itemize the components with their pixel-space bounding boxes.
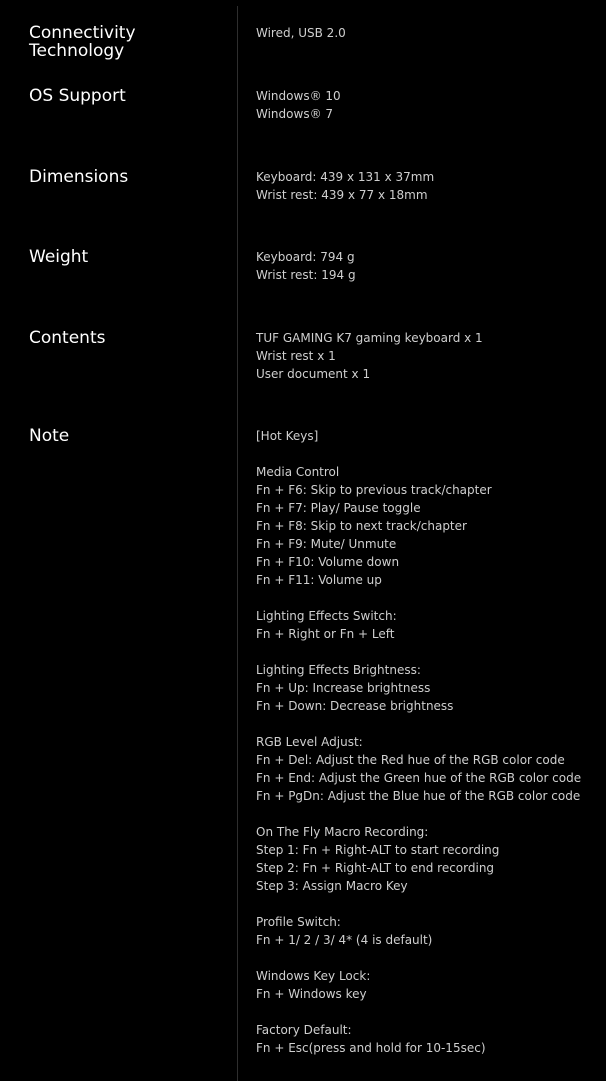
- value-line: Keyboard: 439 x 131 x 37mm: [256, 170, 435, 184]
- spec-label: [29, 169, 229, 187]
- label-line: Technology: [29, 41, 125, 61]
- value-line: Fn + F7: Play/ Pause toggle: [256, 501, 421, 515]
- value-line: Media Control: [256, 465, 340, 479]
- value-line: Fn + Up: Increase brightness: [256, 681, 431, 695]
- label-line: Weight: [29, 247, 89, 267]
- value-line: Fn + Windows key: [256, 987, 367, 1001]
- value-line: Lighting Effects Switch:: [256, 609, 397, 623]
- spec-value: [256, 248, 601, 284]
- blank-line: [256, 643, 601, 661]
- value-line: Windows Key Lock:: [256, 969, 371, 983]
- blank-line: [256, 1003, 601, 1021]
- value-line: Fn + F10: Volume down: [256, 555, 400, 569]
- spec-label: [29, 25, 229, 61]
- blank-line: [256, 589, 601, 607]
- spec-label: [29, 428, 229, 446]
- value-line: RGB Level Adjust:: [256, 735, 363, 749]
- spec-label: [29, 249, 229, 267]
- value-line: Fn + Del: Adjust the Red hue of the RGB color code: [256, 753, 565, 767]
- value-line: Step 2: Fn + Right-ALT to end recording: [256, 861, 495, 875]
- value-line: Fn + PgDn: Adjust the Blue hue of the RGB color code: [256, 789, 581, 803]
- value-line: Wired, USB 2.0: [256, 26, 346, 40]
- value-line: Fn + F9: Mute/ Unmute: [256, 537, 397, 551]
- value-line: Fn + End: Adjust the Green hue of the RGB color code: [256, 771, 582, 785]
- value-line: Fn + F11: Volume up: [256, 573, 382, 587]
- blank-line: [256, 715, 601, 733]
- spec-label: [29, 330, 229, 348]
- spec-value: [256, 24, 601, 42]
- blank-line: [256, 805, 601, 823]
- label-line: Dimensions: [29, 167, 129, 187]
- value-line: Fn + F8: Skip to next track/chapter: [256, 519, 467, 533]
- value-line: Windows® 10: [256, 89, 341, 103]
- spec-label: [29, 88, 229, 106]
- value-line: Fn + Esc(press and hold for 10-15sec): [256, 1041, 486, 1055]
- value-line: User document x 1: [256, 367, 371, 381]
- value-line: Fn + Right or Fn + Left: [256, 627, 395, 641]
- spec-value: [256, 168, 601, 204]
- note-hotkeys: [256, 427, 601, 1057]
- value-line: Wrist rest: 194 g: [256, 268, 356, 282]
- label-line: OS Support: [29, 86, 126, 106]
- value-line: Wrist rest: 439 x 77 x 18mm: [256, 188, 428, 202]
- value-line: Windows® 7: [256, 107, 334, 121]
- label-line: Connectivity: [29, 23, 136, 43]
- blank-line: [256, 895, 601, 913]
- spec-value: [256, 329, 601, 383]
- value-line: Keyboard: 794 g: [256, 250, 355, 264]
- value-line: TUF GAMING K7 gaming keyboard x 1: [256, 331, 483, 345]
- label-line: Contents: [29, 328, 106, 348]
- value-line: On The Fly Macro Recording:: [256, 825, 429, 839]
- value-line: Factory Default:: [256, 1023, 352, 1037]
- value-line: Profile Switch:: [256, 915, 341, 929]
- value-line: Lighting Effects Brightness:: [256, 663, 421, 677]
- value-line: Fn + 1/ 2 / 3/ 4* (4 is default): [256, 933, 433, 947]
- value-line: [Hot Keys]: [256, 429, 319, 443]
- value-line: Wrist rest x 1: [256, 349, 336, 363]
- value-line: Fn + F6: Skip to previous track/chapter: [256, 483, 492, 497]
- value-line: Fn + Down: Decrease brightness: [256, 699, 454, 713]
- blank-line: [256, 949, 601, 967]
- blank-line: [256, 445, 601, 463]
- value-line: Step 3: Assign Macro Key: [256, 879, 408, 893]
- value-line: Step 1: Fn + Right-ALT to start recording: [256, 843, 500, 857]
- label-line: Note: [29, 426, 70, 446]
- column-divider: [237, 6, 238, 1081]
- spec-value: [256, 87, 601, 123]
